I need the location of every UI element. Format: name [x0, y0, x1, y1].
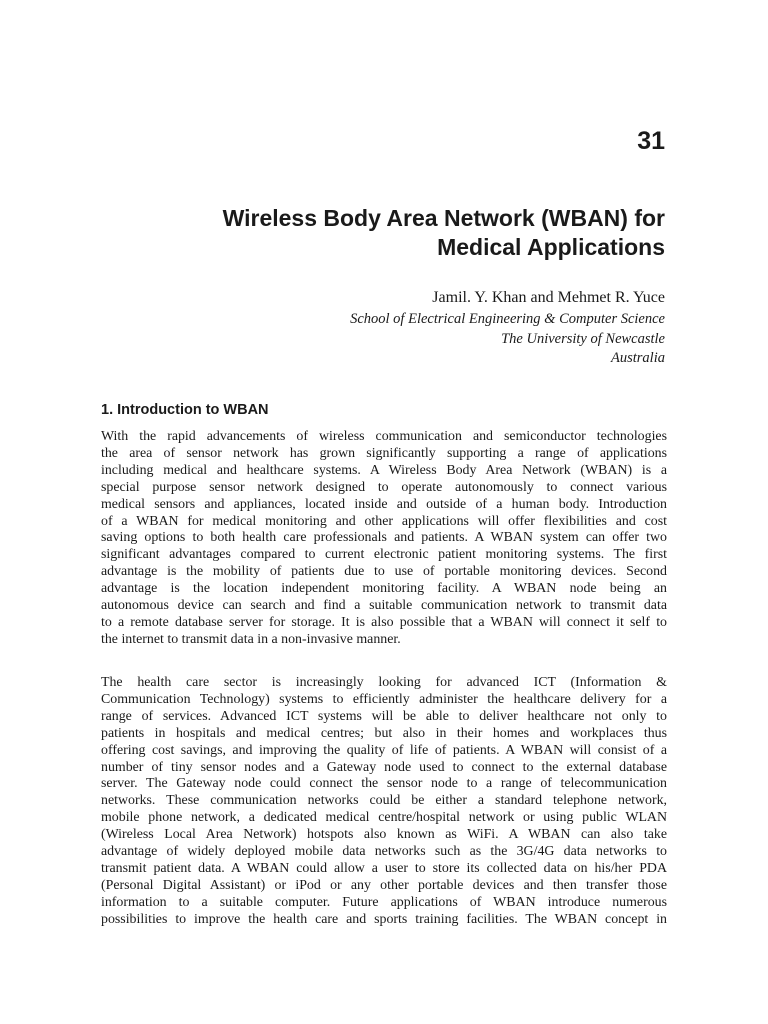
paragraph-line: With the rapid advancements of wireless communication and semiconductor technologies — [101, 429, 667, 444]
chapter-title — [105, 204, 665, 262]
paragraph-line: medical sensors and appliances, located inside and outside of a human body. Introduction — [101, 496, 667, 512]
affiliation-line: The University of Newcastle — [501, 330, 665, 347]
affiliation-line: Australia — [611, 350, 665, 366]
paragraph-line: server. The Gateway node could connect the sensor node to a range of telecommunication — [101, 776, 667, 792]
paragraph-line: possibilities to improve the health care and sports training facilities. The WBAN concept in — [101, 911, 667, 927]
paragraph-line: transmit patient data. A WBAN could allow a user to store its collected data on his/her PDA — [101, 860, 667, 876]
affiliation-line: School of Electrical Engineering & Computer Science — [350, 311, 665, 327]
paragraph-line: patients in hospitals and medical centres; but also in their homes and workplaces thus — [101, 725, 667, 741]
paragraph-line: to a remote database server for storage. It is also possible that a WBAN will connect it self to — [101, 614, 667, 630]
paragraph-line: information to a suitable computer. Future applications of WBAN introduce numerous — [101, 894, 667, 910]
section-heading: 1. Introduction to WBAN — [101, 402, 269, 418]
paragraph-line: networks. These communication networks could be either a standard telephone network, — [101, 793, 667, 809]
chapter-title-line: Wireless Body Area Network (WBAN) for — [222, 205, 665, 231]
paragraph-line: (Personal Digital Assistant) or iPod or any other portable devices and then transfer those — [101, 877, 667, 893]
paragraph-line: of a WBAN for medical monitoring and other applications will offer flexibilities and cost — [101, 513, 667, 529]
paragraph-line: significant advantages compared to current electronic patient monitoring systems. The first — [101, 547, 667, 563]
author-block — [165, 288, 665, 369]
paragraph-line: including medical and healthcare systems. A Wireless Body Area Network (WBAN) is a — [101, 462, 667, 478]
body-paragraph — [101, 675, 667, 929]
chapter-number: 31 — [637, 127, 665, 155]
paragraph-line: (Wireless Local Area Network) hotspots also known as WiFi. A WBAN can also take — [101, 827, 667, 843]
paragraph-line: advantage is the location independent monitoring facility. A WBAN node being an — [101, 581, 667, 597]
paragraph-line: number of tiny sensor nodes and a Gateway node used to connect to the external database — [101, 759, 667, 775]
chapter-title-line: Medical Applications — [437, 234, 665, 260]
paragraph-line: saving options to both health care professionals and patients. A WBAN system can offer two — [101, 530, 667, 546]
paragraph-line: range of services. Advanced ICT systems will be able to deliver healthcare not only to — [101, 708, 667, 724]
paragraph-line: advantage of widely deployed mobile data networks such as the 3G/4G data networks to — [101, 844, 667, 860]
paragraph-line: advantage is the mobility of patients due to use of portable monitoring devices. Second — [101, 564, 667, 580]
paragraph-line: The health care sector is increasingly looking for advanced ICT (Information & — [101, 675, 667, 690]
paragraph-line: the internet to transmit data in a non-invasive manner. — [101, 631, 401, 647]
paragraph-line: special purpose sensor network designed to operate autonomously to connect various — [101, 479, 667, 495]
author-names: Jamil. Y. Khan and Mehmet R. Yuce — [432, 289, 665, 306]
paragraph-line: offering cost savings, and improving the quality of life of patients. A WBAN will consist of a — [101, 742, 667, 758]
paragraph-line: autonomous device can search and find a suitable communication network to transmit data — [101, 598, 667, 614]
paragraph-line: mobile phone network, a dedicated medical centre/hospital network or using public WLAN — [101, 810, 667, 826]
paragraph-line: Communication Technology) systems to efficiently administer the healthcare delivery for a — [101, 691, 667, 707]
body-paragraph — [101, 429, 667, 649]
paragraph-line: the area of sensor network has grown significantly supporting a range of applications — [101, 445, 667, 461]
